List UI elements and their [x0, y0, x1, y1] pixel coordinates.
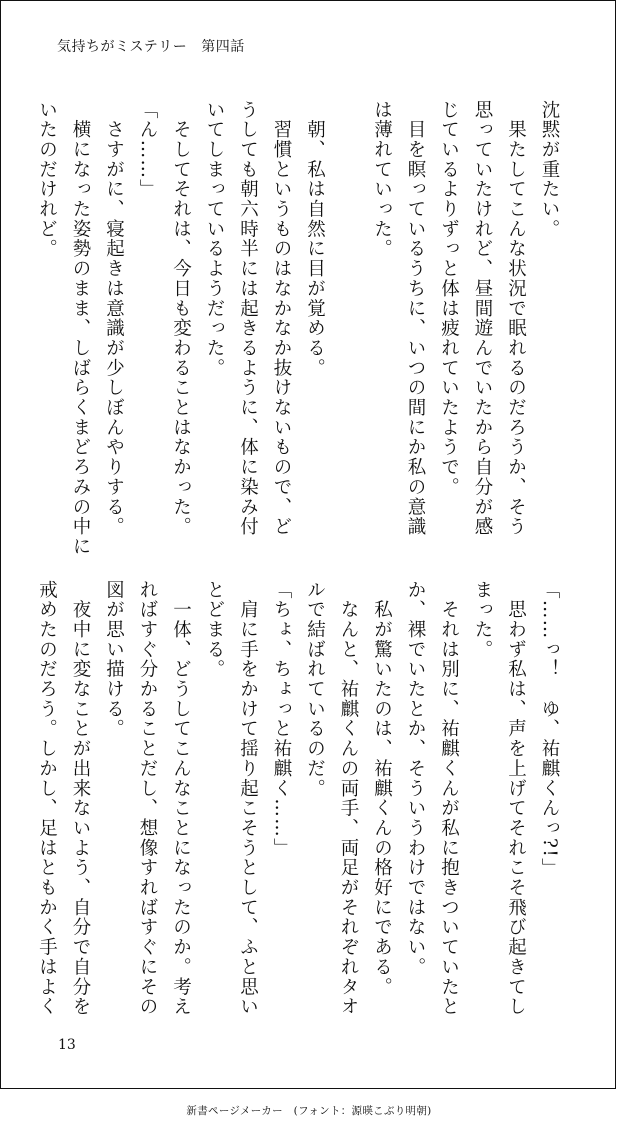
text-column: 習慣というものはなかなか抜けないもので、ど: [271, 100, 292, 537]
text-column: 果たしてこんな状況で眠れるのだろうか、そう: [505, 100, 527, 537]
text-column: 沈黙が重たい。: [539, 100, 560, 239]
text-column: 「……っ！ ゆ、祐麒くんっ?!」: [539, 580, 560, 878]
text-column: いたのだけれど。: [36, 100, 58, 259]
chapter-label: 第四話: [201, 39, 245, 55]
text-column: 「ちょ、ちょっと祐麒く……」: [271, 580, 292, 858]
text-column: とどまる。: [204, 580, 225, 680]
running-header: [57, 36, 245, 56]
text-column: そしてそれは、今日も変わることはなかった。: [170, 100, 192, 537]
text-column: まった。: [472, 580, 493, 660]
text-column: ればすぐ分かることだし、想像すればすぐにその: [137, 580, 158, 1017]
text-column: 朝、私は自然に目が覚める。: [304, 100, 326, 378]
text-column: 思わず私は、声を上げてそれこそ飛び起きてし: [505, 580, 527, 1017]
text-column: 思っていたけれど、昼間遊んでいたから自分が感: [472, 100, 493, 537]
text-column: 夜中に変なことが出来ないよう、自分で自分を: [70, 580, 91, 1017]
text-column: ルで結ばれているのだ。: [304, 580, 326, 799]
footer-credit: 新書ページメーカー (フォント：源暎こぶり明朝): [186, 1105, 432, 1117]
text-block-top: [36, 100, 566, 557]
text-column: 横になった姿勢のまま、しばらくまどろみの中に: [70, 100, 91, 557]
text-column: 一体、どうしてこんなことになったのか。考え: [170, 580, 192, 1017]
book-title: 気持ちがミステリー: [57, 39, 188, 55]
text-column: 私が驚いたのは、祐麒くんの格好にである。: [371, 580, 393, 997]
text-column: は薄れていった。: [371, 100, 393, 259]
text-column: 肩に手をかけて揺り起こそうとして、ふと思い: [237, 580, 259, 1017]
text-column: 図が思い描ける。: [103, 580, 125, 739]
text-block-bottom: [36, 580, 566, 1017]
text-column: うしても朝六時半には起きるように、体に染み付: [237, 100, 259, 537]
blank-column: [332, 100, 366, 525]
text-column: なんと、祐麒くんの両手、両足がそれぞれタオ: [338, 580, 359, 1017]
text-column: それは別に、祐麒くんが私に抱きついていたと: [438, 580, 460, 1017]
page-number: 13: [58, 1037, 76, 1053]
text-column: か、裸でいたとか、そういうわけではない。: [405, 580, 426, 977]
text-column: いてしまっているようだった。: [204, 100, 225, 378]
text-column: じているよりずっと体は疲れていたようで。: [438, 100, 460, 497]
text-column: さすがに、寝起きは意識が少しぼんやりする。: [103, 100, 125, 537]
text-column: 「ん……」: [137, 100, 158, 200]
text-column: 目を瞑っているうちに、いつの間にか私の意識: [405, 100, 426, 537]
text-column: 戒めたのだろう。しかし、足はともかく手はよく: [36, 580, 58, 1017]
